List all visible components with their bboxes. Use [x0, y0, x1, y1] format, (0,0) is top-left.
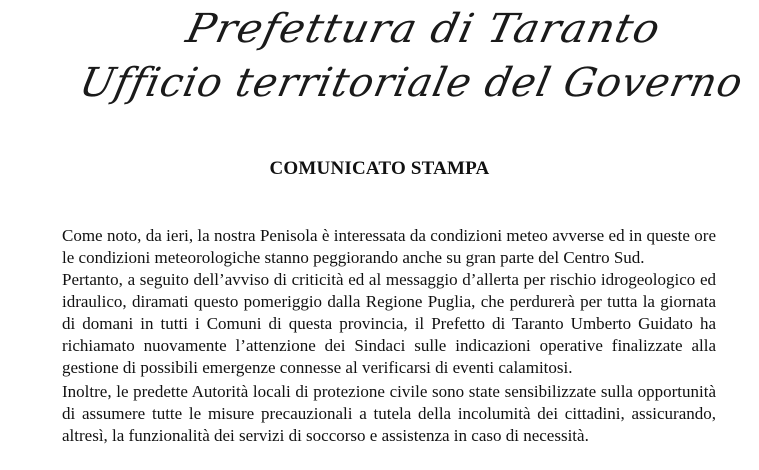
document-body — [62, 225, 716, 447]
letterhead-ufficio: Ufficio territoriale del Governo — [75, 60, 748, 106]
letterhead-prefettura: Prefettura di Taranto — [182, 6, 665, 52]
paragraph-authorities: Inoltre, le predette Autorità locali di protezione civile sono state sensibilizzate sulla opportunità di assumere tutte le misure precauzionali a tutela della incolumità dei cittadini, assicurando, altresì, la funzionalità dei servizi di soccorso e assistenza in caso di necessità. — [62, 382, 716, 445]
paragraph-alert: Pertanto, a seguito dell’avviso di criticità ed al messaggio d’allerta per rischio idrogeologico ed idraulico, diramati questo pomeriggio dalla Regione Puglia, che perdurerà per tutta la giornata di domani in tutti i Comuni di questa provincia, il Prefetto di Taranto Umberto Guidato ha richiamato nuovamente l’attenzione dei Sindaci sulle indicazioni operative finalizzate alla gestione di possibili emergenze connesse al verificarsi di eventi calamitosi. — [62, 270, 716, 377]
paragraph-intro: Come noto, da ieri, la nostra Penisola è interessata da condizioni meteo avverse ed in queste ore le condizioni meteorologiche stanno peggiorando anche su gran parte del Centro Sud. — [62, 226, 716, 267]
document-title: COMUNICATO STAMPA — [269, 158, 490, 179]
